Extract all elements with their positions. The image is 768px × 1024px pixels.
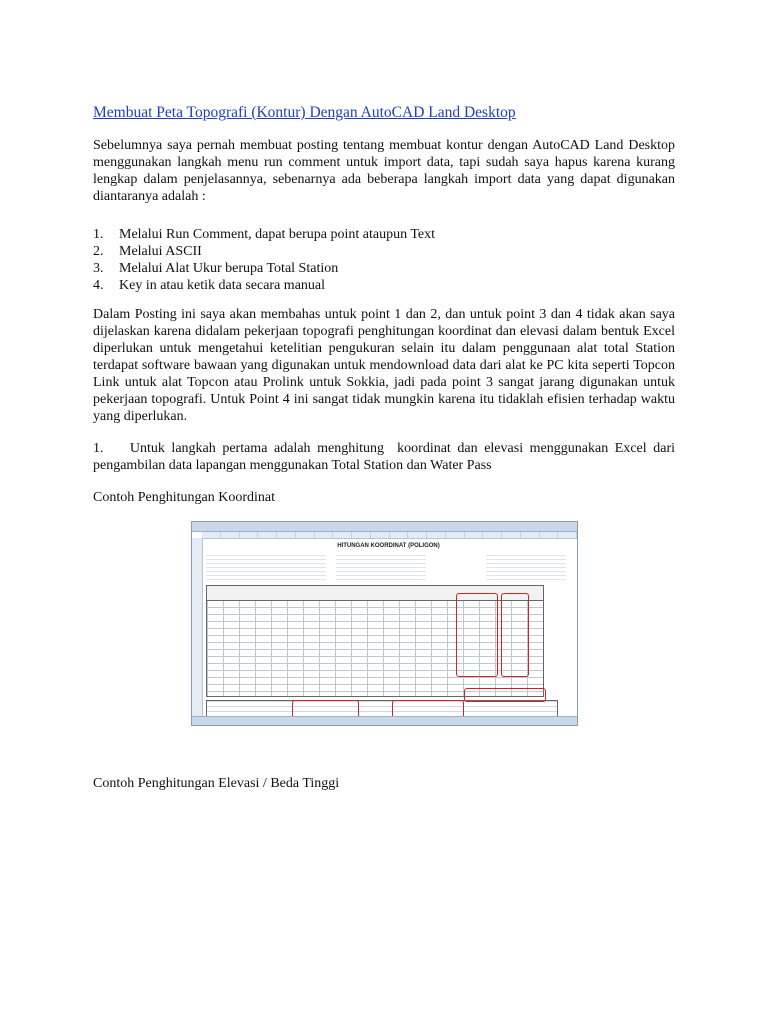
column-header-bar [202, 532, 577, 539]
list-number: 2. [93, 244, 104, 259]
list-text: Key in atau ketik data secara manual [119, 278, 326, 293]
import-steps-list [93, 226, 435, 294]
posting-paragraph: Dalam Posting ini saya akan membahas untuk point 1 dan 2, dan untuk point 3 dan 4 tidak akan saya dijelaskan karena didalam pekerjaan topografi penghitungan koordinat dan elevasi dalam bentuk Excel diperlukan untuk mengetahui ketelitian pengukuran selain itu dalam penggunaan alat total Station terdapat software bawaan yang digunakan untuk mendownload data dari alat ke PC kita seperti Topcon Link untuk alat Topcon atau Prolink untuk Sokkia, jadi pada point 3 sangat jarang digunakan untuk pekerjaan topografi. Untuk Point 4 ini sangat tidak mungkin karena itu tidaklah efisien terhadap waktu yang diperlukan. [93, 307, 675, 424]
list-item [93, 277, 435, 294]
step-one-paragraph: 1. Untuk langkah pertama adalah menghitung koordinat dan elevasi menggunakan Excel dari pengambilan data lapangan menggunakan Total Station dan Water Pass [93, 441, 679, 473]
list-text: Melalui Run Comment, dapat berupa point ataupun Text [119, 227, 436, 242]
highlight-box-note [464, 688, 546, 702]
excel-screenshot-image [191, 521, 578, 726]
list-item [93, 260, 435, 277]
list-text: Melalui ASCII [119, 244, 202, 259]
list-item [93, 226, 435, 243]
sheet-info-block [206, 553, 571, 583]
page-title[interactable]: Membuat Peta Topografi (Kontur) Dengan AutoCAD Land Desktop [93, 104, 516, 121]
list-number: 1. [93, 227, 104, 242]
list-item [93, 243, 435, 260]
caption-elevasi: Contoh Penghitungan Elevasi / Beda Tinggi [93, 776, 340, 791]
row-header-bar [192, 538, 203, 717]
list-number: 4. [93, 278, 104, 293]
list-number: 3. [93, 261, 104, 276]
worksheet [204, 540, 573, 715]
intro-paragraph: Sebelumnya saya pernah membuat posting tentang membuat kontur dengan AutoCAD Land Desktop menggunakan langkah menu run comment untuk import data, tapi sudah saya hapus karena kurang lengkap dalam penjelasannya, sebenarnya ada beberapa langkah import data yang dapat digunakan diantaranya adalah : [93, 138, 675, 204]
excel-status-bar [192, 716, 577, 725]
list-text: Melalui Alat Ukur berupa Total Station [119, 261, 339, 276]
excel-ribbon [192, 522, 577, 532]
highlight-box-coordinates [456, 593, 498, 677]
sheet-title: HITUNGAN KOORDINAT (POLIGON) [337, 543, 440, 549]
caption-koordinat: Contoh Penghitungan Koordinat [93, 490, 275, 505]
highlight-box-points [501, 593, 529, 677]
